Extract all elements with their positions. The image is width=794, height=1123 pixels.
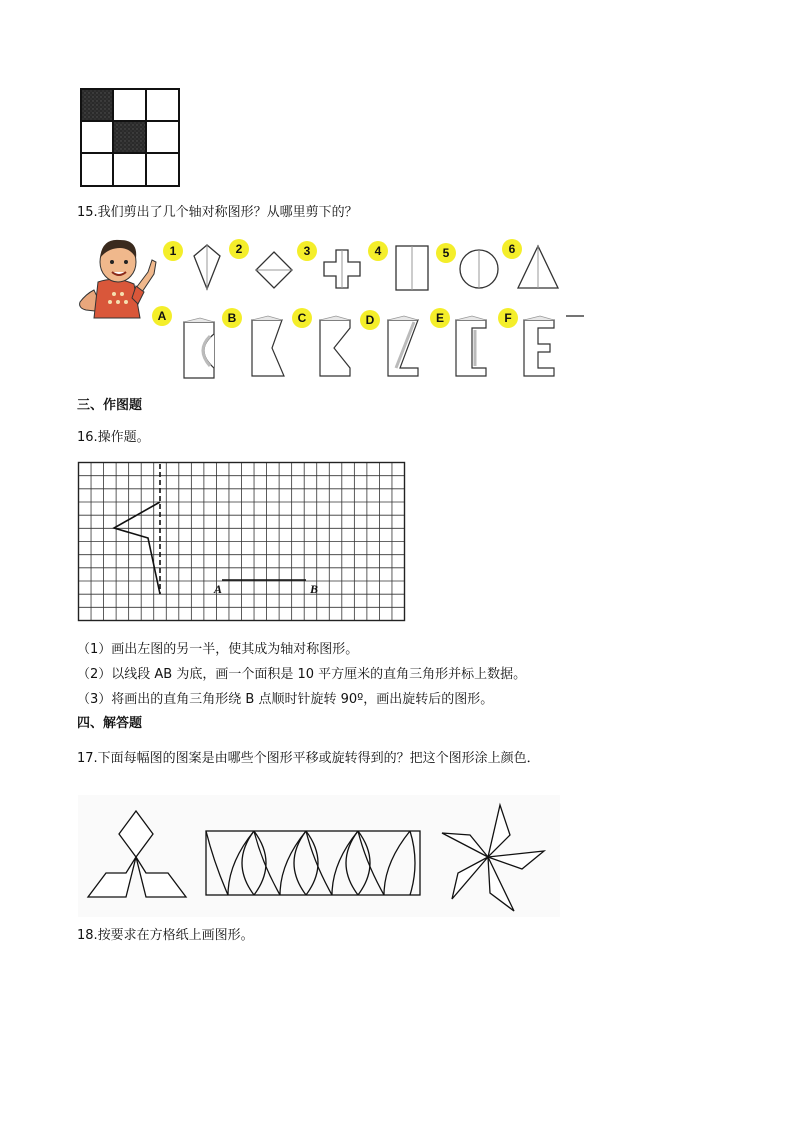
label-a: A <box>214 582 223 596</box>
shape-kite <box>190 244 224 290</box>
q16-sub-1: （1）画出左图的另一半，使其成为轴对称图形。 <box>77 642 359 657</box>
shaded-cell <box>81 89 113 121</box>
badge-3: 3 <box>297 241 317 261</box>
badge-a: A <box>152 306 172 326</box>
badge-2: 2 <box>229 239 249 259</box>
half-star-figure <box>114 502 160 594</box>
badge-e: E <box>430 308 450 328</box>
label-b: B <box>310 582 319 596</box>
badge-c: C <box>292 308 312 328</box>
q16-sub-3: （3）将画出的直角三角形绕 B 点顺时针旋转 90º，画出旋转后的图形。 <box>77 692 494 707</box>
cut-paper-a <box>180 316 220 382</box>
badge-4: 4 <box>368 241 388 261</box>
badge-6: 6 <box>502 239 522 259</box>
q17-patterns <box>78 795 560 917</box>
shape-cross <box>322 248 362 290</box>
question-15-text: 15.我们剪出了几个轴对称图形？从哪里剪下的？ <box>77 205 358 220</box>
shape-diamond <box>254 250 294 290</box>
section-3-title: 三、作图题 <box>77 398 143 413</box>
question-17-text: 17.下面每幅图的图案是由哪些个图形平移或旋转得到的？把这个图形涂上颜色． <box>77 751 540 766</box>
badge-5: 5 <box>436 243 456 263</box>
shaded-cell <box>113 121 146 153</box>
shape-circle <box>458 248 500 290</box>
shaded-grid-figure <box>80 88 180 188</box>
question-16-text: 16.操作题。 <box>77 430 150 445</box>
badge-b: B <box>222 308 242 328</box>
cut-paper-f <box>520 314 560 380</box>
q16-graph-paper <box>78 462 406 622</box>
question-18-text: 18.按要求在方格纸上画图形。 <box>77 928 254 943</box>
badge-d: D <box>360 310 380 330</box>
cut-paper-c <box>316 314 356 380</box>
section-4-title: 四、解答题 <box>77 716 143 731</box>
cut-paper-e <box>452 314 492 380</box>
cut-paper-b <box>248 314 288 380</box>
badge-1: 1 <box>163 241 183 261</box>
badge-f: F <box>498 308 518 328</box>
cut-paper-d <box>384 314 424 380</box>
shape-rectangle <box>394 244 430 292</box>
q16-sub-2: （2）以线段 AB 为底，画一个面积是 10 平方厘米的直角三角形并标上数据。 <box>77 667 527 682</box>
shape-triangle <box>516 244 560 290</box>
answer-blank-line <box>566 314 586 318</box>
boy-illustration <box>76 232 166 322</box>
